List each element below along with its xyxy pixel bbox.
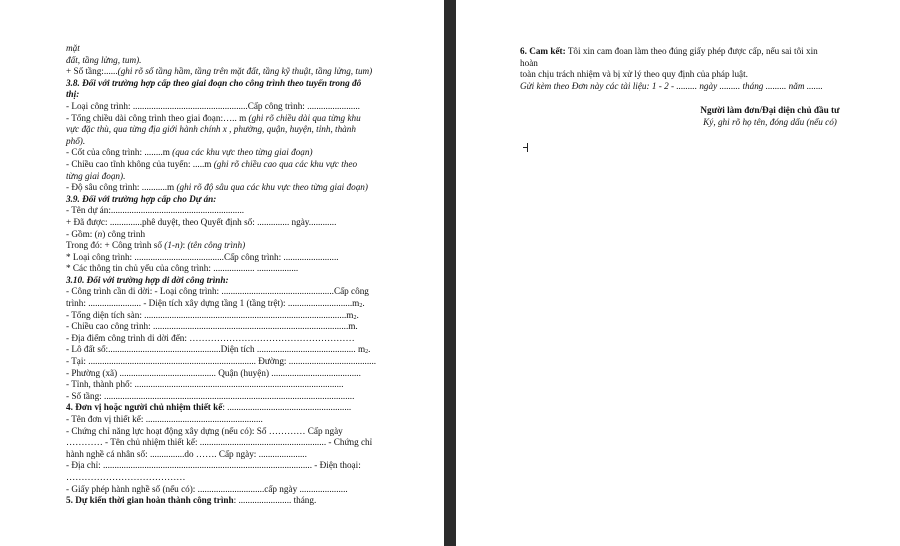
text-line bbox=[66, 310, 416, 322]
text-segment: hoàn bbox=[520, 57, 538, 68]
text-segment: - Chiều cao tĩnh không của tuyến: .....m bbox=[66, 158, 214, 169]
text-line bbox=[66, 414, 416, 426]
text-line bbox=[520, 81, 870, 93]
text-line bbox=[66, 460, 416, 472]
text-segment: - Công trình cần di dời: - Loại công trình: .................................................Cấp công bbox=[66, 286, 369, 297]
text-segment: toàn chịu trách nhiệm và bị xử lý theo quy định của pháp luật. bbox=[520, 69, 748, 80]
text-segment: ………… - Tên chủ nhiệm thiết kế: ....................................................... - Chứng chỉ bbox=[66, 437, 373, 448]
text-segment: - Giấy phép hành nghề số (nếu có): .............................cấp ngày ..................... bbox=[66, 483, 348, 494]
text-line bbox=[520, 46, 870, 58]
text-line bbox=[66, 344, 416, 356]
text-segment: (qua các khu vực theo từng giai đoạn) bbox=[172, 147, 313, 158]
text-line bbox=[66, 136, 416, 148]
text-segment: (ghi rõ chiều dài qua từng khu bbox=[248, 112, 361, 123]
text-segment: hành nghề cá nhân số: ...............do ……. Cấp ngày: ..................... bbox=[66, 448, 307, 459]
text-segment: - Tỉnh, thành phố: ........................................................................................... bbox=[66, 379, 344, 390]
text-segment: vực đặc thù, qua từng địa giới hành chính x , phường, quận, huyện, tỉnh, thành bbox=[66, 124, 356, 135]
text-segment: - Cốt của công trình: ........m bbox=[66, 147, 173, 158]
text-line bbox=[66, 217, 416, 229]
text-segment: - Địa chỉ: ........................................................................................... - Điện thoại: bbox=[66, 460, 361, 471]
text-segment: - Chiều cao công trình: .....................................................................................m. bbox=[66, 321, 358, 332]
document-page-left bbox=[0, 0, 444, 546]
text-line bbox=[66, 113, 416, 125]
text-segment: - Địa điểm công trình di dời đến: ……………………………………………… bbox=[66, 332, 355, 343]
text-segment: 2 bbox=[353, 314, 357, 321]
text-segment: - Tên dự án:.......................................................... bbox=[66, 205, 245, 216]
text-line bbox=[66, 402, 416, 414]
text-line bbox=[66, 229, 416, 241]
text-line bbox=[66, 472, 416, 484]
text-segment: - Loại công trình: ..................................................Cấp công trình: ....................... bbox=[66, 100, 360, 111]
text-segment: (ghi rõ độ sâu qua các khu vực theo từng giai đoạn) bbox=[176, 182, 368, 193]
text-segment: 6. Cam kết: bbox=[520, 46, 566, 56]
text-segment: (tên công trình) bbox=[187, 240, 246, 251]
text-segment: - Tên đơn vị thiết kế: ................................................... bbox=[66, 414, 263, 424]
text-line bbox=[66, 437, 416, 449]
text-segment: 2 bbox=[359, 303, 363, 310]
text-line bbox=[66, 286, 416, 298]
text-segment: 5. Dự kiến thời gian hoàn thành công trình bbox=[66, 495, 234, 506]
text-segment: (1-n) bbox=[164, 240, 183, 251]
text-line bbox=[66, 205, 416, 217]
text-segment: n bbox=[97, 228, 103, 239]
text-line bbox=[66, 101, 416, 113]
text-segment: trình: ....................... - Diện tích xây dựng tầng 1 (tầng trệt): ............................m bbox=[66, 298, 360, 309]
text-segment: 3.9. Đối với trường hợp cấp cho Dự án: bbox=[66, 193, 217, 204]
text-line bbox=[66, 66, 416, 78]
text-line bbox=[66, 298, 416, 310]
text-line bbox=[66, 159, 416, 171]
text-segment: + Số tầng:...... bbox=[66, 66, 118, 77]
text-cursor-icon[interactable] bbox=[523, 143, 530, 152]
text-segment: 4. Đơn vị hoặc người chủ nhiệm thiết kế bbox=[66, 402, 223, 413]
text-line bbox=[66, 89, 416, 101]
text-line bbox=[66, 379, 416, 391]
text-segment: + Đã được: ..............phê duyệt, theo Quyết định số: .............. ngày............ bbox=[66, 216, 337, 227]
text-segment: ) công trình bbox=[102, 228, 146, 239]
text-segment: mặt bbox=[66, 43, 80, 53]
text-segment: * Các thông tin chủ yếu của công trình: .................. .................. bbox=[66, 263, 299, 274]
text-line bbox=[520, 58, 870, 70]
text-segment: - Số tầng: ............................................................................................................. bbox=[66, 390, 355, 401]
signature-title: Người làm đơn/Đại diện chủ đầu tư bbox=[700, 105, 840, 115]
text-line bbox=[66, 147, 416, 159]
page-gap bbox=[444, 0, 456, 546]
text-segment: - Tổng chiều dài công trình theo giai đoạn:….. m bbox=[66, 112, 249, 123]
text-line bbox=[66, 194, 416, 206]
text-line bbox=[66, 449, 416, 461]
right-page-text bbox=[520, 46, 870, 92]
text-segment: (ghi rõ chiều cao qua các khu vực theo bbox=[213, 158, 358, 169]
text-line bbox=[66, 495, 416, 507]
text-line bbox=[66, 55, 416, 67]
text-segment: Trong đó: + Công trình số bbox=[66, 240, 165, 251]
text-line bbox=[66, 426, 416, 438]
text-segment: đất, tầng lửng, tum). bbox=[66, 54, 142, 65]
text-segment: 2 bbox=[365, 349, 369, 356]
text-segment: Tôi xin cam đoan làm theo đúng giấy phép được cấp, nếu sai tôi xin bbox=[565, 46, 818, 56]
text-segment: ………………………………… bbox=[66, 471, 186, 482]
left-page-text bbox=[66, 43, 416, 507]
text-line bbox=[66, 252, 416, 264]
text-line bbox=[66, 240, 416, 252]
text-segment: * Loại công trình: .......................................Cấp công trình: ........................ bbox=[66, 251, 339, 262]
text-segment: 3.10. Đối với trường hợp di dời công trình: bbox=[66, 274, 229, 285]
text-segment: Gửi kèm theo Đơn này các tài liệu: 1 - 2 - ......... ngày ......... tháng ......... năm ....... bbox=[520, 80, 823, 91]
text-segment: - Phường (xã) .......................................... Quận (huyện) ....................................... bbox=[66, 367, 361, 378]
text-line bbox=[66, 263, 416, 275]
text-line bbox=[66, 356, 416, 368]
text-line bbox=[66, 275, 416, 287]
text-segment: phố). bbox=[66, 135, 86, 146]
text-segment: 3.8. Đối với trường hợp cấp theo giai đoạn cho công trình theo tuyến trong đô bbox=[66, 77, 362, 88]
signature-note: Ký, ghi rõ họ tên, đóng dấu (nếu có) bbox=[703, 117, 837, 127]
text-line bbox=[66, 333, 416, 345]
text-line bbox=[520, 69, 870, 81]
text-segment: - Lô đất số:.................................................Diện tích ........................................... m bbox=[66, 344, 366, 355]
text-line bbox=[66, 171, 416, 183]
text-segment: . bbox=[356, 309, 359, 320]
text-line bbox=[66, 368, 416, 380]
text-segment: từng giai đoạn). bbox=[66, 170, 126, 181]
text-segment: thị: bbox=[66, 89, 80, 100]
text-line bbox=[66, 124, 416, 136]
text-segment: - Tổng diện tích sàn: ........................................................................................m bbox=[66, 309, 354, 320]
text-line bbox=[66, 484, 416, 496]
text-segment: - Gồm: ( bbox=[66, 228, 98, 239]
text-line bbox=[66, 391, 416, 403]
text-segment: - Độ sâu công trình: ...........m bbox=[66, 182, 177, 193]
text-segment: : ....................... tháng. bbox=[233, 495, 317, 506]
text-segment: - Tại: ......................................................................... Đường: ...................................... bbox=[66, 356, 377, 367]
text-segment: . bbox=[368, 344, 371, 355]
text-segment: . bbox=[362, 298, 365, 309]
text-line bbox=[66, 43, 416, 55]
text-segment: (ghi rõ số tầng hầm, tầng trên mặt đất, tầng kỹ thuật, tầng lửng, tum) bbox=[117, 66, 373, 77]
text-segment: : ...................................................... bbox=[222, 402, 352, 413]
text-line bbox=[66, 182, 416, 194]
text-segment: - Chứng chỉ năng lực hoạt động xây dựng (nếu có): Số ………… Cấp ngày bbox=[66, 425, 343, 436]
text-line bbox=[66, 321, 416, 333]
text-segment: : bbox=[182, 240, 188, 251]
text-line bbox=[66, 78, 416, 90]
